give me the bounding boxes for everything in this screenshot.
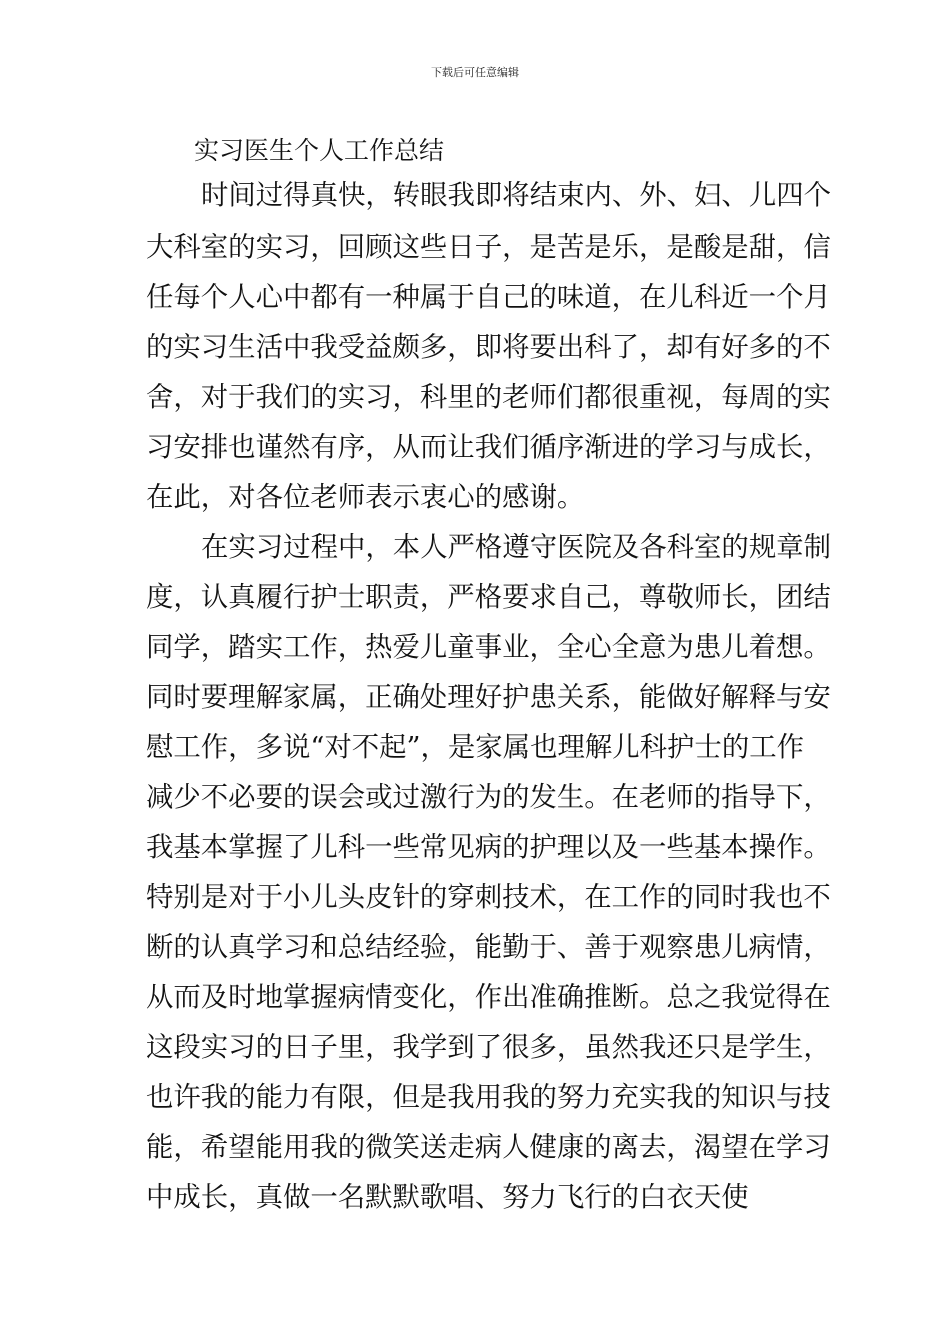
- body-line: 习安排也谨然有序，从而让我们循序渐进的学习与成长，: [146, 432, 831, 463]
- body-line: 减少不必要的误会或过激行为的发生。在老师的指导下，: [146, 782, 831, 813]
- page-header: 下载后可任意编辑: [431, 66, 519, 79]
- body-line: 慰工作，多说“对不起”，是家属也理解儿科护士的工作: [146, 732, 804, 763]
- body-line: 也许我的能力有限，但是我用我的努力充实我的知识与技: [146, 1082, 831, 1113]
- body-line: 断的认真学习和总结经验，能勤于、善于观察患儿病情，: [146, 932, 831, 963]
- document-title: 实习医生个人工作总结: [194, 136, 445, 165]
- body-line: 中成长，真做一名默默歌唱、努力飞行的白衣天使: [146, 1182, 749, 1213]
- body-line: 时间过得真快，转眼我即将结束内、外、妇、儿四个: [201, 180, 831, 211]
- body-line: 从而及时地掌握病情变化，作出准确推断。总之我觉得在: [146, 982, 831, 1013]
- body-line: 度，认真履行护士职责，严格要求自己，尊敬师长，团结: [146, 582, 831, 613]
- body-line: 这段实习的日子里，我学到了很多，虽然我还只是学生，: [146, 1032, 831, 1063]
- body-line: 能，希望能用我的微笑送走病人健康的离去，渴望在学习: [146, 1132, 831, 1163]
- body-line: 我基本掌握了儿科一些常见病的护理以及一些基本操作。: [146, 832, 831, 863]
- body-line: 在此，对各位老师表示衷心的感谢。: [146, 482, 585, 513]
- body-line: 同学，踏实工作，热爱儿童事业，全心全意为患儿着想。: [146, 632, 831, 663]
- body-line: 任每个人心中都有一种属于自己的味道，在儿科近一个月: [146, 282, 831, 313]
- body-line: 大科室的实习，回顾这些日子，是苦是乐，是酸是甜，信: [146, 232, 831, 263]
- body-line: 特别是对于小儿头皮针的穿刺技术，在工作的同时我也不: [146, 882, 831, 913]
- body-line: 的实习生活中我受益颇多，即将要出科了，却有好多的不: [146, 332, 831, 363]
- body-line: 同时要理解家属，正确处理好护患关系，能做好解释与安: [146, 682, 831, 713]
- body-line: 舍，对于我们的实习，科里的老师们都很重视，每周的实: [146, 382, 831, 413]
- body-line: 在实习过程中，本人严格遵守医院及各科室的规章制: [201, 532, 831, 563]
